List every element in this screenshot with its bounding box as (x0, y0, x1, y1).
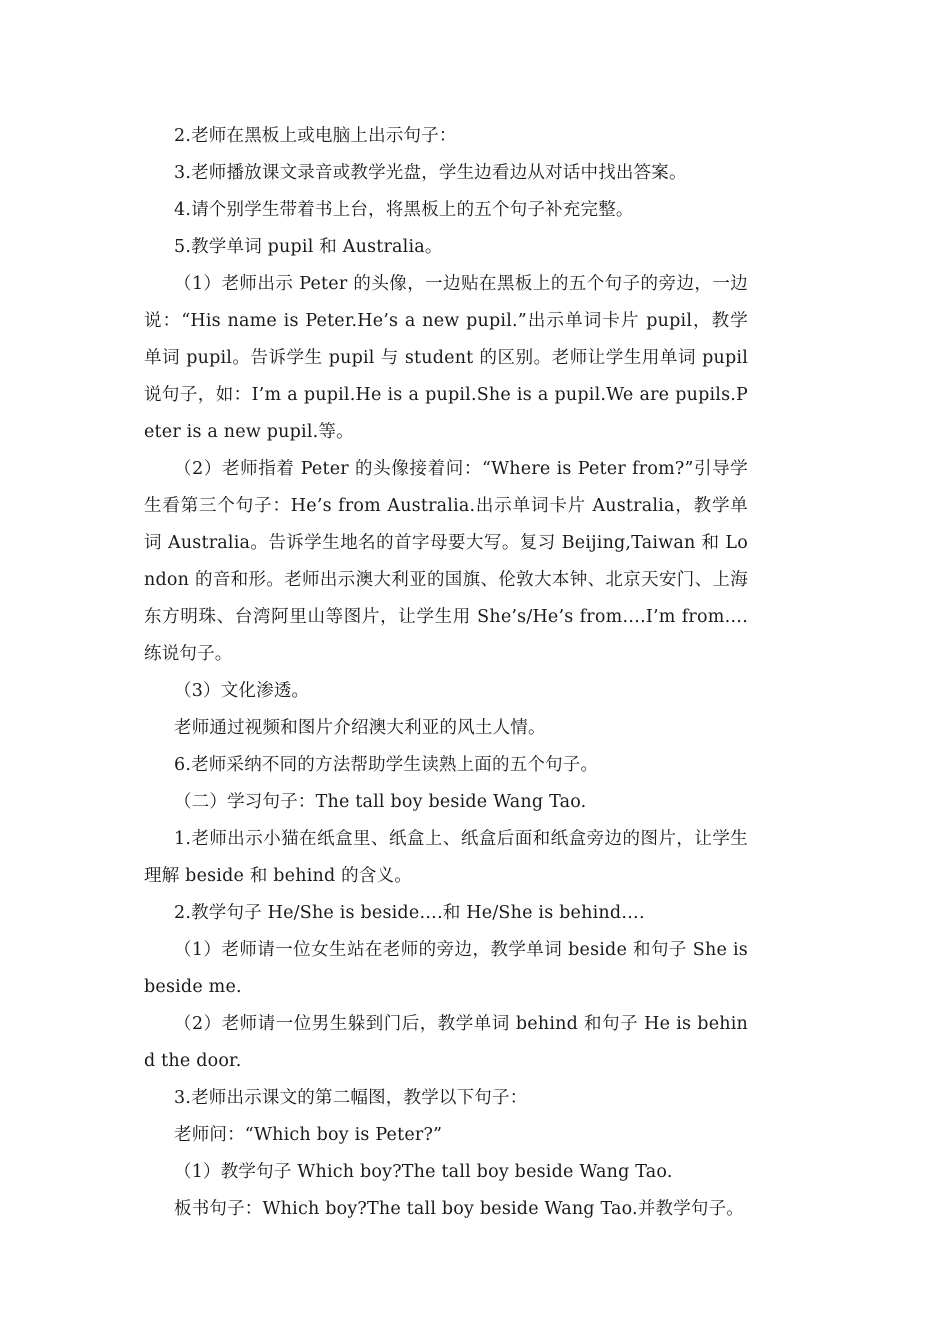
paragraph-step-4: 4.请个别学生带着书上台，将黑板上的五个句子补充完整。 (174, 200, 634, 220)
paragraph-step-2: 2.老师在黑板上或电脑上出示句子： (174, 126, 457, 146)
paragraph-b-substep-1: （1）老师请一位女生站在老师的旁边，教学单词 beside 和句子 She is beside me. (144, 940, 748, 997)
document-body (144, 118, 748, 1228)
paragraph-substep-1: （1）老师出示 Peter 的头像，一边贴在黑板上的五个句子的旁边，一边说：“His name is Peter.He’s a new pupil.”出示单词卡片 pupil，教学单词 pupil。告诉学生 pupil 与 student 的区别。老师让学生用单词 pupil 说句子，如：I’m a pupil.He is a pupil.She is a pupil.We are pupils.Peter is a new pupil.等。 (144, 274, 748, 442)
paragraph-substep-2: （2）老师指着 Peter 的头像接着问：“Where is Peter from?”引导学生看第三个句子：He’s from Australia.出示单词卡片 Australia，教学单词 Australia。告诉学生地名的首字母要大写。复习 Beijing,Taiwan 和 London 的音和形。老师出示澳大利亚的国旗、伦敦大本钟、北京天安门、上海东方明珠、台湾阿里山等图片，让学生用 She’s/He’s from….I’m from….练说句子。 (144, 459, 748, 664)
paragraph-b-substep-2: （2）老师请一位男生躲到门后，教学单词 behind 和句子 He is behind the door. (144, 1014, 748, 1071)
paragraph-teacher-asks: 老师问：“Which boy is Peter?” (174, 1125, 443, 1145)
paragraph-step-5: 5.教学单词 pupil 和 Australia。 (174, 237, 443, 257)
paragraph-b-step-1: 1.老师出示小猫在纸盒里、纸盒上、纸盒后面和纸盒旁边的图片，让学生理解 beside 和 behind 的含义。 (144, 829, 748, 886)
paragraph-step-6: 6.老师采纳不同的方法帮助学生读熟上面的五个句子。 (174, 755, 599, 775)
paragraph-substep-3: （3）文化渗透。 (174, 681, 310, 701)
paragraph-step-3: 3.老师播放课文录音或教学光盘，学生边看边从对话中找出答案。 (174, 163, 687, 183)
section-heading-two: （二）学习句子：The tall boy beside Wang Tao. (174, 792, 587, 812)
paragraph-b-step-3: 3.老师出示课文的第二幅图，教学以下句子： (174, 1088, 528, 1108)
paragraph-culture: 老师通过视频和图片介绍澳大利亚的风土人情。 (174, 718, 546, 738)
paragraph-c-substep-1: （1）教学句子 Which boy?The tall boy beside Wang Tao. (174, 1162, 673, 1182)
paragraph-b-step-2: 2.教学句子 He/She is beside….和 He/She is behind…. (174, 903, 645, 923)
paragraph-board-sentence: 板书句子：Which boy?The tall boy beside Wang Tao.并教学句子。 (174, 1199, 744, 1219)
